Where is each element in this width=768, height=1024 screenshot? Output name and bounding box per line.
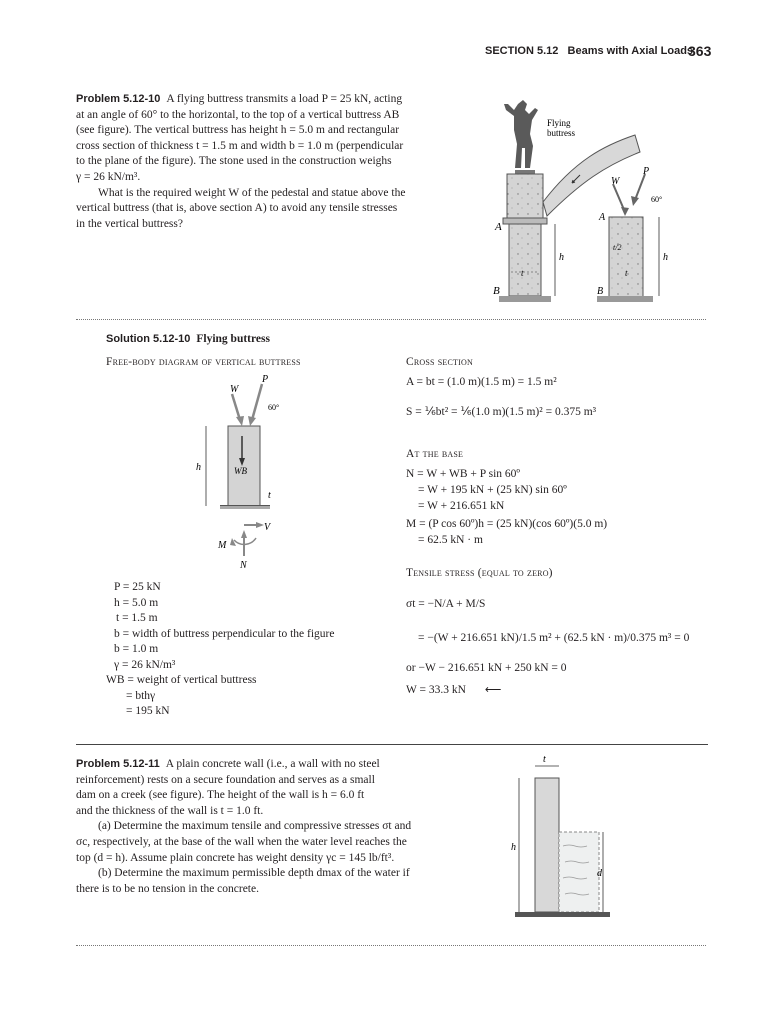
label-P: P xyxy=(643,166,650,177)
given: h = 5.0 m xyxy=(114,596,159,609)
problem-text: σc, respectively, at the base of the wall when the water level reaches the xyxy=(76,835,407,848)
problem-5-12-10 xyxy=(76,92,476,232)
problem-label: Problem 5.12-11 xyxy=(76,758,160,770)
section-title: Beams with Axial Loads xyxy=(567,45,694,57)
label-t: t xyxy=(543,754,546,765)
problem-text: at an angle of 60° to the horizontal, to the top of a vertical buttress AB xyxy=(76,108,400,121)
given: γ = 26 kN/m³ xyxy=(114,658,176,671)
label-A2: A xyxy=(599,212,606,223)
tensile-eq2: = −(W + 216.651 kN)/1.5 m² + (62.5 kN · m)/0.375 m³ = 0 xyxy=(418,632,690,644)
label-h: h xyxy=(511,842,516,853)
given: = 195 kN xyxy=(126,705,170,717)
page-number: 363 xyxy=(688,43,712,59)
buttress-label: buttress xyxy=(547,128,575,138)
givens-list xyxy=(106,580,334,720)
fbd-V: V xyxy=(264,522,271,533)
concrete-wall-figure xyxy=(505,752,615,920)
section-number: SECTION 5.12 xyxy=(485,45,559,57)
area-equation: A = bt = (1.0 m)(1.5 m) = 1.5 m² xyxy=(406,376,557,388)
vertical-buttress xyxy=(509,224,541,296)
flying-buttress-figure xyxy=(485,90,695,305)
problem-text: reinforcement) rests on a secure foundation and serves as a small xyxy=(76,773,375,786)
result-value: W = 33.3 kN xyxy=(406,684,466,696)
problem-text: What is the required weight W of the pedestal and statue above the xyxy=(98,186,406,199)
section-modulus-equation: S = ⅙bt² = ⅙(1.0 m)(1.5 m)² = 0.375 m³ xyxy=(406,406,597,418)
problem-text: (see figure). The vertical buttress has height h = 5.0 m and rectangular xyxy=(76,124,400,137)
problem-text: there is to be no tension in the concrete. xyxy=(76,882,259,895)
flying-label: Flying xyxy=(547,118,571,128)
fbd-W: W xyxy=(230,384,239,395)
given: b = 1.0 m xyxy=(114,643,159,655)
problem-text: A plain concrete wall (i.e., a wall with no steel xyxy=(165,758,380,770)
statue-icon xyxy=(504,100,538,174)
problem-text: (a) Determine the maximum tensile and compressive stresses σt and xyxy=(98,820,412,833)
running-header xyxy=(485,45,693,57)
problem-text: (b) Determine the maximum permissible depth dmax of the water if xyxy=(98,867,410,880)
label-angle: 60° xyxy=(651,195,663,204)
given: t = 1.5 m xyxy=(116,612,158,624)
separator-dotted xyxy=(76,319,706,320)
fbd-figure xyxy=(190,370,300,570)
cross-section-title: Cross section xyxy=(406,356,473,368)
given: WB = weight of vertical buttress xyxy=(106,674,257,686)
base-eq: = W + 195 kN + (25 kN) sin 60º xyxy=(418,484,567,496)
separator-solid xyxy=(76,744,708,745)
solution-header xyxy=(106,332,270,348)
problem-label: Problem 5.12-10 xyxy=(76,93,161,105)
base-eq: = 62.5 kN · m xyxy=(418,534,483,546)
fbd-M: M xyxy=(218,540,227,551)
fbd-P: P xyxy=(262,374,269,385)
flying-arch xyxy=(543,135,640,216)
problem-text: A flying buttress transmits a load P = 25 kN, acting xyxy=(166,93,403,105)
result-equation xyxy=(406,682,501,696)
problem-text: top (d = h). Assume plain concrete has weight density γc = 145 lb/ft³. xyxy=(76,851,395,864)
tensile-eq3: or −W − 216.651 kN + 250 kN = 0 xyxy=(406,662,567,674)
problem-5-12-11 xyxy=(76,757,456,897)
problem-text: cross section of thickness t = 1.5 m and width b = 1.0 m (perpendicular xyxy=(76,139,404,152)
base-title: At the base xyxy=(406,448,464,460)
base-eq: N = W + WB + P sin 60º xyxy=(406,468,520,480)
label-t2: t xyxy=(625,268,628,278)
label-W: W xyxy=(611,176,620,187)
tensile-title: Tensile stress (equal to zero) xyxy=(406,567,553,579)
solution-label: Solution 5.12-10 xyxy=(106,333,191,345)
tensile-eq1: σt = −N/A + M/S xyxy=(406,598,486,610)
base-eq: = W + 216.651 kN xyxy=(418,500,505,512)
label-h: h xyxy=(559,252,564,263)
fbd-h: h xyxy=(196,462,201,473)
concrete-wall xyxy=(535,778,559,912)
fbd-N: N xyxy=(240,560,247,570)
label-B2: B xyxy=(597,286,604,297)
label-h2: h xyxy=(663,252,668,263)
label-A: A xyxy=(495,221,502,233)
water xyxy=(559,832,599,912)
pedestal xyxy=(507,174,543,218)
label-t: t xyxy=(521,268,524,278)
problem-text: and the thickness of the wall is t = 1.0 ft. xyxy=(76,804,264,817)
arrow-left-icon: ⟵ xyxy=(484,684,502,696)
problem-text: vertical buttress (that is, above section A) to avoid any tensile stresses xyxy=(76,202,398,215)
given: P = 25 kN xyxy=(114,581,161,593)
problem-text: γ = 26 kN/m³. xyxy=(76,170,141,183)
fbd-angle: 60° xyxy=(268,403,280,412)
given: b = width of buttress perpendicular to the figure xyxy=(114,627,335,640)
given: = bthγ xyxy=(126,689,156,702)
solution-title: Flying buttress xyxy=(196,333,270,345)
fbd-t: t xyxy=(268,490,271,501)
label-d: d xyxy=(597,868,602,879)
label-B: B xyxy=(493,285,500,297)
small-buttress xyxy=(609,217,643,297)
problem-text: dam on a creek (see figure). The height of the wall is h = 6.0 ft xyxy=(76,789,365,802)
fbd-title: Free-body diagram of vertical buttress xyxy=(106,356,301,368)
base-eq: M = (P cos 60º)h = (25 kN)(cos 60º)(5.0 m) xyxy=(406,518,608,530)
label-t-half: t/2 xyxy=(613,243,622,252)
problem-text: in the vertical buttress? xyxy=(76,217,183,230)
fbd-WB: WB xyxy=(234,466,247,476)
separator-dotted-bottom xyxy=(76,945,706,946)
problem-text: to the plane of the figure). The stone used in the construction weighs xyxy=(76,155,392,168)
